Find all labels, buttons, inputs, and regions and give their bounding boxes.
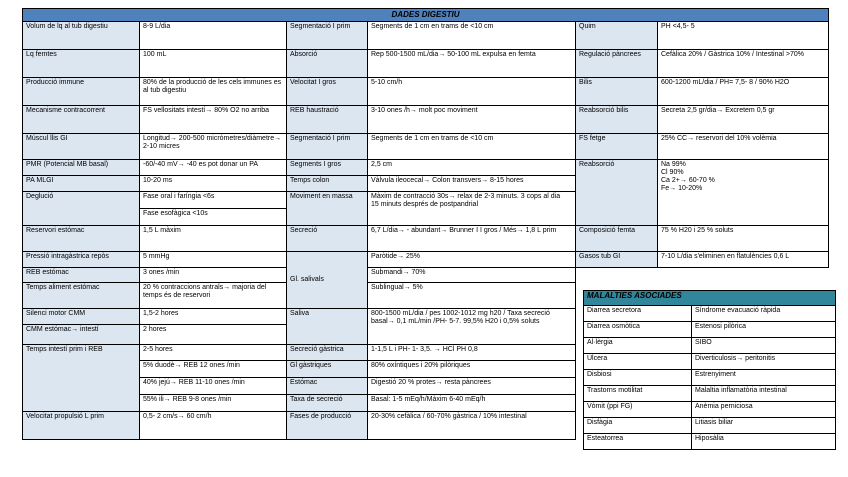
table-row: [23, 22, 829, 50]
malaltia-cell: Diarrea osmòtica: [584, 322, 692, 338]
label-cell: Bilis: [576, 78, 658, 106]
value-cell: Cefàlica 20% / Gàstrica 10% / Intestinal >70%: [658, 50, 829, 78]
moviment-line: 15 minuts després de postpandrial: [371, 201, 479, 208]
value-cell: PH <4,5- 5: [658, 22, 829, 50]
label-cell: Gl gàstriques: [287, 361, 368, 378]
value-cell: 2 hores: [140, 325, 287, 345]
reabsorcio-values: [658, 160, 829, 226]
label-cell: Reabsorció bilis: [576, 106, 658, 134]
value-cell: 5 mmHg: [140, 252, 287, 268]
value-cell: 800-1500 mL/dia / pes 1002-1012 mg h20 / Taxa secreció basal→ 0,1 mL/min /PH- 5-7. 99,5% H20 i 0,5% soluts: [368, 309, 576, 345]
value-cell: Fase oral i faríngia <6s: [140, 192, 287, 209]
malaltia-cell: Malaltia inflamatòria intestinal: [692, 386, 836, 402]
label-cell: Silenci motor CMM: [23, 309, 140, 325]
table-row: [584, 338, 836, 354]
table-row: [23, 106, 829, 134]
value-cell: 10-20 ms: [140, 176, 287, 192]
value-cell: 2-5 hores: [140, 345, 287, 361]
value-cell: 25% CC→ reservori del 10% volèmia: [658, 134, 829, 160]
value-cell: 40% jejú→ REB 11-10 ones /min: [140, 378, 287, 395]
reabsorcio-line: Na 99%: [661, 161, 686, 168]
value-cell: Rep 500-1500 mL/dia→ 50-100 mL expulsa en femta: [368, 50, 576, 78]
table-row: [23, 252, 829, 268]
label-cell: PA MLGI: [23, 176, 140, 192]
label-cell: Fases de producció: [287, 412, 368, 440]
value-cell: 1,5-2 hores: [140, 309, 287, 325]
malaltia-cell: SIBO: [692, 338, 836, 354]
label-cell: Estómac: [287, 378, 368, 395]
value-cell: Digestió 20 % protes→ resta pàncrees: [368, 378, 576, 395]
table-row: [584, 386, 836, 402]
label-cell: Taxa de secreció: [287, 395, 368, 412]
label-cell: Temps colon: [287, 176, 368, 192]
malaltia-cell: Diarrea secretora: [584, 306, 692, 322]
label-cell: Velocitat propulsió L prim: [23, 412, 140, 440]
value-cell: [368, 192, 576, 226]
table-row: [584, 402, 836, 418]
value-cell: FS vellositats intestí→ 80% O2 no arriba: [140, 106, 287, 134]
table-row: [584, 418, 836, 434]
value-cell: 80% de la producció de les cels immunes es al tub digestiu: [140, 78, 287, 106]
value-cell: Submandi→ 70%: [368, 268, 576, 283]
label-cell: Saliva: [287, 309, 368, 345]
malaltia-cell: Vòmit (ppi FG): [584, 402, 692, 418]
table-row: [23, 268, 829, 283]
value-cell: 600-1200 mL/dia / PH= 7,5- 8 / 90% H2O: [658, 78, 829, 106]
value-cell: 1-1,5 L i PH- 1- 3,5. → HCl PH 0,8: [368, 345, 576, 361]
malaltia-cell: Esteatorrea: [584, 434, 692, 450]
label-cell: Deglució: [23, 192, 140, 226]
value-cell: 55% ili→ REB 9-8 ones /min: [140, 395, 287, 412]
malaltia-cell: Diverticulosis→ peritonitis: [692, 354, 836, 370]
label-cell: Absorció: [287, 50, 368, 78]
label-cell: Velocitat I gros: [287, 78, 368, 106]
label-cell: Volum de lq al tub digestiu: [23, 22, 140, 50]
table-row: [584, 322, 836, 338]
malaltia-cell: Litiasis biliar: [692, 418, 836, 434]
value-cell: Paròtide→ 25%: [368, 252, 576, 268]
value-cell: -60/-40 mV→ -40 es pot donar un PA: [140, 160, 287, 176]
value-cell: 20-30% cefàlica / 60-70% gàstrica / 10% intestinal: [368, 412, 576, 440]
value-cell: Secreta 2,5 gr/dia→ Excretem 0,5 gr: [658, 106, 829, 134]
table-row: [23, 160, 829, 176]
value-cell: 80% oxíntiques i 20% pilòriques: [368, 361, 576, 378]
label-cell: REB haustració: [287, 106, 368, 134]
value-cell: Segments de 1 cm en trams de <10 cm: [368, 22, 576, 50]
value-cell: 8-9 L/dia: [140, 22, 287, 50]
label-cell: CMM estómac→ intestí: [23, 325, 140, 345]
reabsorcio-line: Ca 2+→ 60-70 %: [661, 177, 715, 184]
label-cell: Pressió intragàstrica repòs: [23, 252, 140, 268]
malaltia-cell: Estenosi pilòrica: [692, 322, 836, 338]
value-cell: Basal: 1-5 mEq/h/Màxim 6-40 mEq/h: [368, 395, 576, 412]
reabsorcio-line: Cl 90%: [661, 169, 684, 176]
malalties-title: MALALTIES ASOCIADES: [584, 291, 836, 306]
malaltia-cell: Anèmia perniciosa: [692, 402, 836, 418]
value-cell: 7-10 L/dia s'eliminen en flatulències 0,6 L: [658, 252, 829, 268]
table-row: [23, 226, 829, 252]
label-cell: Secreció gàstrica: [287, 345, 368, 361]
label-cell: Lq femtes: [23, 50, 140, 78]
value-cell: 1,5 L màxim: [140, 226, 287, 252]
table-row: [584, 434, 836, 450]
value-cell: 6,7 L/dia→ - abundant→ Brunner I I gros / Més→ 1,8 L prim: [368, 226, 576, 252]
malaltia-cell: Úlcera: [584, 354, 692, 370]
label-cell: Múscul llis GI: [23, 134, 140, 160]
label-cell: Segmentació I prim: [287, 134, 368, 160]
table-row: [584, 370, 836, 386]
label-cell: Reservori estómac: [23, 226, 140, 252]
table-row: [23, 134, 829, 160]
label-cell: Temps intestí prim i REB: [23, 345, 140, 412]
table-title: DADES DIGESTIU: [23, 9, 829, 22]
label-cell: Composició femta: [576, 226, 658, 252]
value-cell: 0,5- 2 cm/s→ 60 cm/h: [140, 412, 287, 440]
label-cell: Mecanisme contracorrent: [23, 106, 140, 134]
value-cell: Longitud→ 200-500 micròmetres/diàmetre→ 2-10 micres: [140, 134, 287, 160]
label-cell: Reabsorció: [576, 160, 658, 226]
label-cell: Segments I gros: [287, 160, 368, 176]
value-cell: Sublingual→ 5%: [368, 283, 576, 309]
value-cell: 75 % H20 i 25 % soluts: [658, 226, 829, 252]
label-cell: Gasos tub GI: [576, 252, 658, 268]
moviment-line: Màxim de contracció 30s→ relax de 2-3 minuts. 3 cops al dia: [371, 193, 561, 200]
value-cell: 3-10 ones /h→ molt poc moviment: [368, 106, 576, 134]
label-cell: Quim: [576, 22, 658, 50]
table-row: [584, 306, 836, 322]
value-cell: 100 mL: [140, 50, 287, 78]
malalties-table: [583, 290, 836, 450]
malaltia-cell: Trastorns motilitat: [584, 386, 692, 402]
table-row: [584, 354, 836, 370]
label-cell: Temps aliment estómac: [23, 283, 140, 309]
malaltia-cell: Al·lèrgia: [584, 338, 692, 354]
table-row: [23, 50, 829, 78]
value-cell: Segments de 1 cm en trams de <10 cm: [368, 134, 576, 160]
value-cell: Vàlvula ileocecal→ Colon transvers→ 8-15 hores: [368, 176, 576, 192]
malaltia-cell: Disfàgia: [584, 418, 692, 434]
label-cell: FS fetge: [576, 134, 658, 160]
label-cell: Segmentació I prim: [287, 22, 368, 50]
malaltia-cell: Disbiosi: [584, 370, 692, 386]
malaltia-cell: Estrenyiment: [692, 370, 836, 386]
value-cell: Fase esofàgica <10s: [140, 209, 287, 226]
label-cell: REB estómac: [23, 268, 140, 283]
value-cell: 5-10 cm/h: [368, 78, 576, 106]
value-cell: 2,5 cm: [368, 160, 576, 176]
malaltia-cell: Síndrome evacuació ràpida: [692, 306, 836, 322]
value-cell: 20 % contraccions antrals→ majoria del temps és de reservori: [140, 283, 287, 309]
value-cell: 3 ones /min: [140, 268, 287, 283]
table-row: [23, 78, 829, 106]
reabsorcio-line: Fe→ 10-20%: [661, 185, 703, 192]
label-cell: Producció immune: [23, 78, 140, 106]
label-cell: PMR (Potencial MB basal): [23, 160, 140, 176]
label-cell: Gl. salivals: [287, 252, 368, 309]
label-cell: Moviment en massa: [287, 192, 368, 226]
label-cell: Regulació pàncrees: [576, 50, 658, 78]
malaltia-cell: Hiposàlia: [692, 434, 836, 450]
label-cell: Secreció: [287, 226, 368, 252]
value-cell: 5% duodè→ REB 12 ones /min: [140, 361, 287, 378]
